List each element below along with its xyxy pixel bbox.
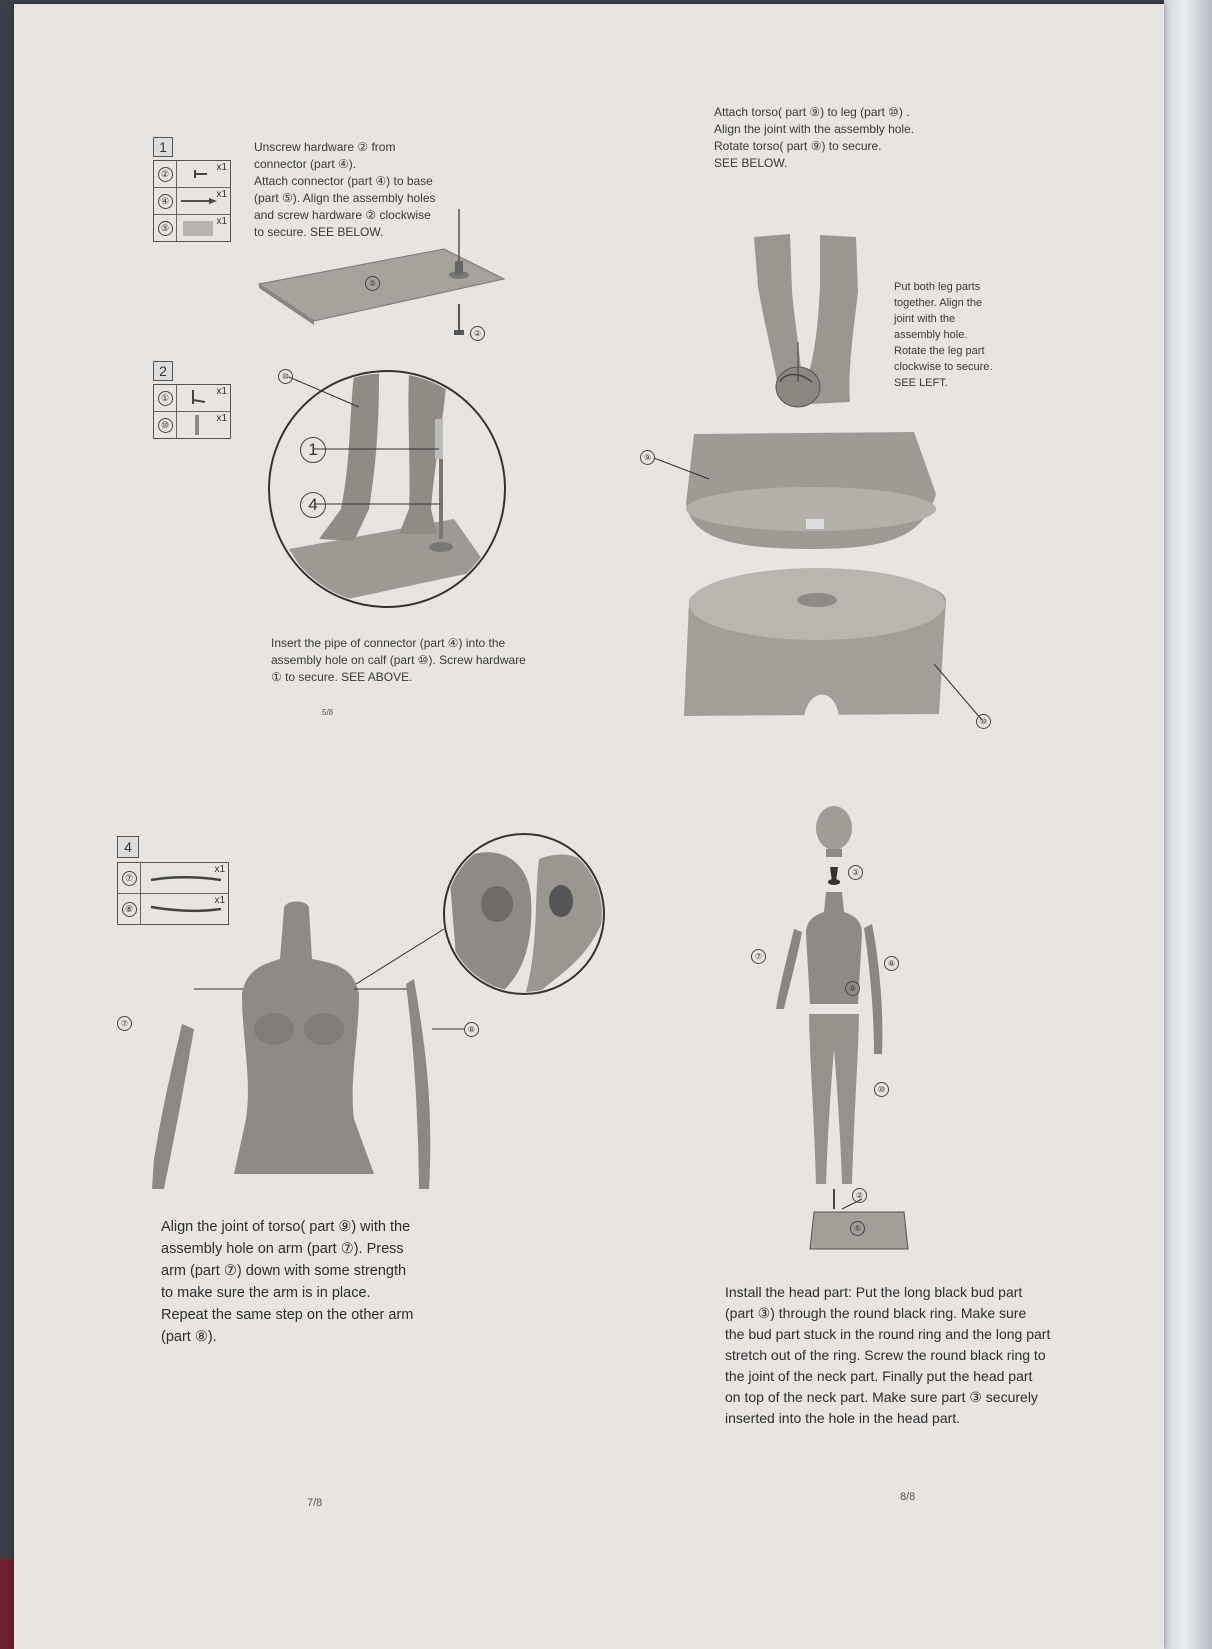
step-2-instructions: Insert the pipe of connector (part ④) into the assembly hole on calf (part ⑩). Screw hardware ① to secure. SEE ABOVE. (271, 636, 526, 684)
base-plate-illustration (254, 209, 514, 339)
part-qty: x1 (216, 216, 227, 227)
torso-label: ⑨ (640, 450, 655, 465)
connector-zoom-label: 4 (300, 492, 326, 518)
part-id: ① (158, 391, 173, 406)
bud-label: ③ (848, 865, 863, 880)
background-edge (1164, 0, 1212, 1649)
part-id: ⑧ (122, 902, 137, 917)
part-id: ⑦ (122, 871, 137, 886)
page-number: 7/8 (307, 1497, 323, 1509)
left-arm-label: ⑦ (751, 949, 766, 964)
calf-label: ⑩ (278, 369, 293, 384)
step-2-parts-table (153, 384, 231, 439)
step-1-number: 1 (153, 137, 173, 157)
hardware-label: ② (852, 1188, 867, 1203)
instruction-sheet (14, 4, 1164, 1649)
parts-row (154, 188, 230, 215)
step-2-number: 2 (153, 361, 173, 381)
legs-illustration (740, 232, 880, 422)
part-qty: x1 (216, 413, 227, 424)
background-desk (0, 1559, 14, 1649)
part-qty: x1 (216, 386, 227, 397)
leg-note: Put both leg parts together. Align the joint with the assembly hole. Rotate the leg part clockwise to secure. SEE LEFT. (894, 281, 993, 389)
hardware-zoom-label: 1 (300, 437, 326, 463)
calf-zoom-illustration (259, 359, 559, 619)
arm-joint-zoom (439, 829, 609, 999)
hardware-label: ② (470, 326, 485, 341)
right-arm-label: ⑧ (884, 956, 899, 971)
step-5-instructions: Install the head part: Put the long black bud part (part ③) through the round black ring. Make sure the bud part stuck in the round ring and the long part stretch out of the ring. Screw the round black ring to the joint of the neck part. Finally put the head part on top of the neck part. Make sure part ③ securely inserted into the hole in the head part. (725, 1284, 1051, 1426)
page-number: 8/8 (900, 1491, 916, 1503)
step-1-parts-table (153, 160, 231, 242)
torso-label: ⑨ (845, 981, 860, 996)
part-qty: x1 (216, 162, 227, 173)
calf-icon (181, 413, 221, 437)
parts-row (154, 385, 230, 412)
step-4-instructions: Align the joint of torso( part ⑨) with the assembly hole on arm (part ⑦). Press arm (part ⑦) down with some strength to make sure the arm is in place. Repeat the same step on the other arm (part ⑧). (161, 1219, 414, 1345)
torso-leg-illustration (674, 424, 954, 734)
screw-hardware-icon (181, 162, 221, 186)
part-id: ⑩ (158, 418, 173, 433)
step-4-number: 4 (117, 836, 139, 858)
base-label: ⑤ (365, 276, 380, 291)
parts-row (154, 161, 230, 188)
part-qty: x1 (216, 189, 227, 200)
right-arm-label: ⑧ (464, 1022, 479, 1037)
part-id: ⑤ (158, 221, 173, 236)
parts-row (154, 412, 230, 438)
page-number: 5/8 (322, 708, 334, 717)
base-label: ⑤ (850, 1221, 865, 1236)
part-id: ④ (158, 194, 173, 209)
bolt-icon (181, 386, 221, 410)
leg-label: ⑩ (874, 1082, 889, 1097)
part-qty: x1 (214, 895, 225, 906)
step-3-instructions: Attach torso( part ⑨) to leg (part ⑩) . Align the joint with the assembly hole. Rotate torso( part ⑨) to secure. SEE BELOW. (714, 105, 915, 170)
part-id: ② (158, 167, 173, 182)
part-qty: x1 (214, 864, 225, 875)
leg-label: ⑩ (976, 714, 991, 729)
step-1-instructions: Unscrew hardware ② from connector (part ④). Attach connector (part ④) to base (part ⑤). Align the assembly holes and screw hardware ② clockwise to secure. SEE BELOW. (254, 140, 436, 239)
parts-row (154, 215, 230, 241)
left-arm-label: ⑦ (117, 1016, 132, 1031)
